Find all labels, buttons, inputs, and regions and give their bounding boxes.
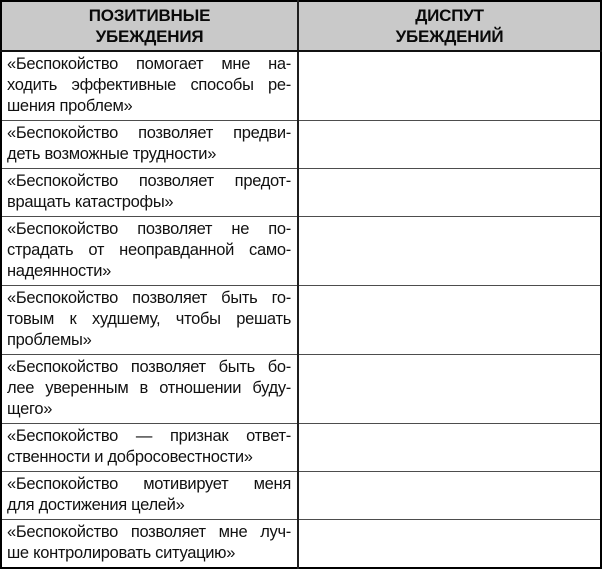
dispute-header: ДИСПУТ УБЕЖДЕНИЙ [298,1,601,51]
positive-belief-cell [1,355,298,424]
table-row [1,217,601,286]
belief-text-line: «Беспокойство позволяет предот- [7,172,291,190]
dispute-cell [298,472,601,520]
belief-text-line: лее уверенным в отношении буду- [7,379,291,397]
dispute-cell [298,121,601,169]
belief-text-line: шения проблем» [7,97,133,115]
belief-text-line: ходить эффективные способы ре- [7,76,291,94]
positive-belief-cell [1,472,298,520]
belief-text-line: «Беспокойство позволяет не по- [7,220,291,238]
header-row [1,1,601,51]
belief-text-line: «Беспокойство — признак ответ- [7,427,291,445]
dispute-cell [298,520,601,569]
belief-text-line: деть возможные трудности» [7,145,217,163]
positive-belief-cell [1,51,298,121]
belief-text-line: щего» [7,400,53,418]
table-body [1,51,601,568]
table-row [1,121,601,169]
belief-text-line: надеянности» [7,262,112,280]
table-row [1,472,601,520]
table-row [1,169,601,217]
positive-beliefs-header: ПОЗИТИВНЫЕ УБЕЖДЕНИЯ [1,1,298,51]
positive-belief-cell [1,520,298,569]
positive-belief-cell [1,286,298,355]
belief-text-line: «Беспокойство позволяет быть бо- [7,358,291,376]
belief-text-line: «Беспокойство позволяет быть го- [7,289,291,307]
table-row [1,286,601,355]
dispute-cell [298,217,601,286]
positive-belief-cell [1,424,298,472]
belief-text-line: проблемы» [7,331,92,349]
dispute-cell [298,424,601,472]
belief-text-line: «Беспокойство позволяет предви- [7,124,291,142]
dispute-cell [298,169,601,217]
dispute-cell [298,286,601,355]
belief-text-line: для достижения целей» [7,496,185,514]
belief-text-line: ственности и добросовестности» [7,448,253,466]
belief-text-line: страдать от неоправданной само- [7,241,291,259]
positive-belief-cell [1,217,298,286]
table-row [1,424,601,472]
belief-text-line: «Беспокойство позволяет мне луч- [7,523,291,541]
positive-belief-cell [1,169,298,217]
table-row [1,51,601,121]
belief-text-line: товым к худшему, чтобы решать [7,310,291,328]
positive-belief-cell [1,121,298,169]
table-row [1,520,601,569]
belief-text-line: ше контролировать ситуацию» [7,544,236,562]
belief-text-line: «Беспокойство помогает мне на- [7,55,291,73]
table-row [1,355,601,424]
dispute-cell [298,51,601,121]
belief-text-line: вращать катастрофы» [7,193,174,211]
dispute-cell [298,355,601,424]
belief-text-line: «Беспокойство мотивирует меня [7,475,291,493]
